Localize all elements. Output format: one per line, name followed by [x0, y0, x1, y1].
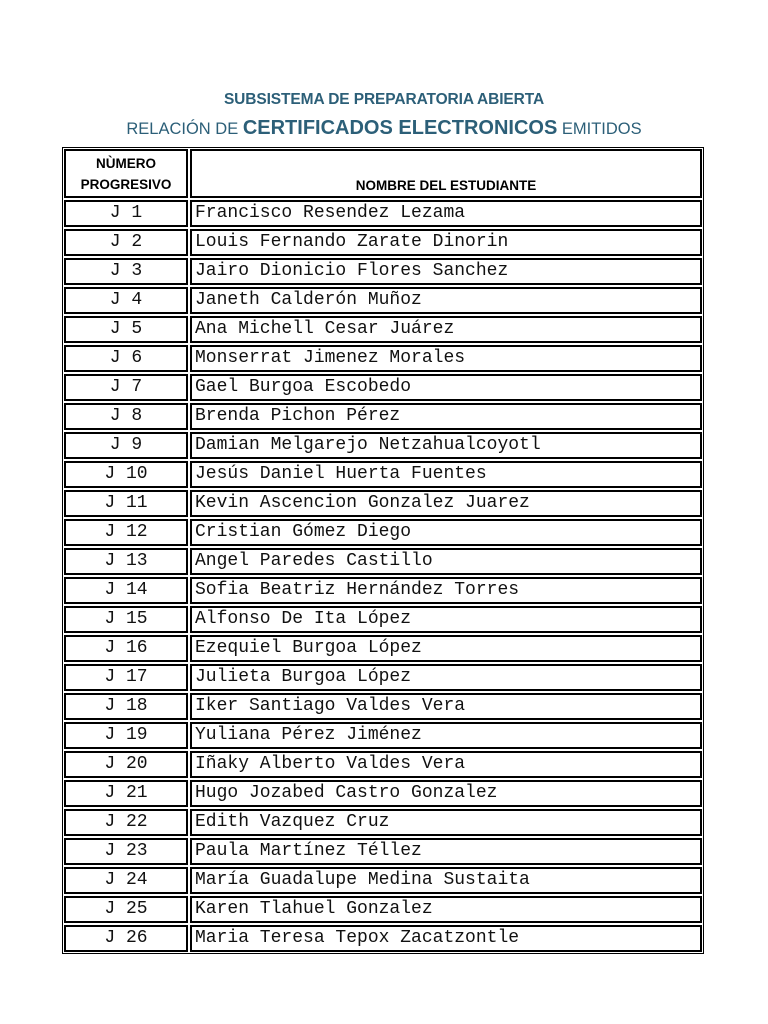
student-name-cell: María Guadalupe Medina Sustaita [190, 867, 702, 894]
table-row [64, 490, 702, 517]
progressive-number-cell: J 1 [64, 200, 188, 227]
table-row [64, 519, 702, 546]
certificates-table [62, 147, 704, 954]
progressive-number-cell: J 19 [64, 722, 188, 749]
table-row [64, 664, 702, 691]
table-header-row [64, 149, 702, 198]
progressive-number-cell: J 21 [64, 780, 188, 807]
document-title: SUBSISTEMA DE PREPARATORIA ABIERTA [223, 91, 545, 108]
progressive-number-cell: J 6 [64, 345, 188, 372]
progressive-number-cell: J 13 [64, 548, 188, 575]
student-name-cell: Julieta Burgoa López [190, 664, 702, 691]
student-name-cell: Hugo Jozabed Castro Gonzalez [190, 780, 702, 807]
student-name-cell: Angel Paredes Castillo [190, 548, 702, 575]
progressive-number-cell: J 17 [64, 664, 188, 691]
table-row [64, 838, 702, 865]
table-row [64, 461, 702, 488]
table-row [64, 548, 702, 575]
student-name-cell: Sofia Beatriz Hernández Torres [190, 577, 702, 604]
document-subtitle [0, 117, 768, 140]
table-row [64, 200, 702, 227]
subtitle-emphasis: CERTIFICADOS ELECTRONICOS [242, 117, 558, 139]
progressive-number-cell: J 5 [64, 316, 188, 343]
table-row [64, 229, 702, 256]
table-row [64, 780, 702, 807]
table-row [64, 693, 702, 720]
progressive-number-cell: J 9 [64, 432, 188, 459]
student-name-cell: Jairo Dionicio Flores Sanchez [190, 258, 702, 285]
student-name-cell: Ezequiel Burgoa López [190, 635, 702, 662]
progressive-number-cell: J 11 [64, 490, 188, 517]
column-header-number-line1: NÙMERO [96, 155, 156, 171]
student-name-cell: Monserrat Jimenez Morales [190, 345, 702, 372]
student-name-cell: Edith Vazquez Cruz [190, 809, 702, 836]
table-row [64, 809, 702, 836]
table-row [64, 896, 702, 923]
table-row [64, 925, 702, 952]
progressive-number-cell: J 3 [64, 258, 188, 285]
progressive-number-cell: J 20 [64, 751, 188, 778]
student-name-cell: Alfonso De Ita López [190, 606, 702, 633]
column-header-number [64, 149, 188, 198]
student-name-cell: Cristian Gómez Diego [190, 519, 702, 546]
progressive-number-cell: J 15 [64, 606, 188, 633]
student-name-cell: Francisco Resendez Lezama [190, 200, 702, 227]
table-row [64, 258, 702, 285]
table-row [64, 635, 702, 662]
student-name-cell: Kevin Ascencion Gonzalez Juarez [190, 490, 702, 517]
table-row [64, 316, 702, 343]
progressive-number-cell: J 25 [64, 896, 188, 923]
student-name-cell: Jesús Daniel Huerta Fuentes [190, 461, 702, 488]
student-name-cell: Maria Teresa Tepox Zacatzontle [190, 925, 702, 952]
student-name-cell: Janeth Calderón Muñoz [190, 287, 702, 314]
table-row [64, 432, 702, 459]
student-name-cell: Karen Tlahuel Gonzalez [190, 896, 702, 923]
student-name-cell: Ana Michell Cesar Juárez [190, 316, 702, 343]
progressive-number-cell: J 24 [64, 867, 188, 894]
progressive-number-cell: J 8 [64, 403, 188, 430]
student-name-cell: Iker Santiago Valdes Vera [190, 693, 702, 720]
progressive-number-cell: J 7 [64, 374, 188, 401]
progressive-number-cell: J 22 [64, 809, 188, 836]
table-row [64, 287, 702, 314]
column-header-name: NOMBRE DEL ESTUDIANTE [190, 149, 702, 198]
student-name-cell: Louis Fernando Zarate Dinorin [190, 229, 702, 256]
column-header-number-line2: PROGRESIVO [80, 176, 172, 192]
student-name-cell: Yuliana Pérez Jiménez [190, 722, 702, 749]
table-row [64, 345, 702, 372]
table-row [64, 606, 702, 633]
progressive-number-cell: J 10 [64, 461, 188, 488]
progressive-number-cell: J 16 [64, 635, 188, 662]
progressive-number-cell: J 23 [64, 838, 188, 865]
subtitle-suffix: EMITIDOS [557, 120, 642, 138]
progressive-number-cell: J 12 [64, 519, 188, 546]
student-name-cell: Damian Melgarejo Netzahualcoyotl [190, 432, 702, 459]
progressive-number-cell: J 2 [64, 229, 188, 256]
table-row [64, 403, 702, 430]
table-row [64, 722, 702, 749]
table-body [64, 200, 702, 952]
table-row [64, 751, 702, 778]
progressive-number-cell: J 26 [64, 925, 188, 952]
student-name-cell: Iñaky Alberto Valdes Vera [190, 751, 702, 778]
table-row [64, 374, 702, 401]
student-name-cell: Paula Martínez Téllez [190, 838, 702, 865]
student-name-cell: Gael Burgoa Escobedo [190, 374, 702, 401]
progressive-number-cell: J 18 [64, 693, 188, 720]
progressive-number-cell: J 4 [64, 287, 188, 314]
progressive-number-cell: J 14 [64, 577, 188, 604]
table-row [64, 867, 702, 894]
subtitle-prefix: RELACIÓN DE [126, 120, 243, 138]
student-name-cell: Brenda Pichon Pérez [190, 403, 702, 430]
table-row [64, 577, 702, 604]
